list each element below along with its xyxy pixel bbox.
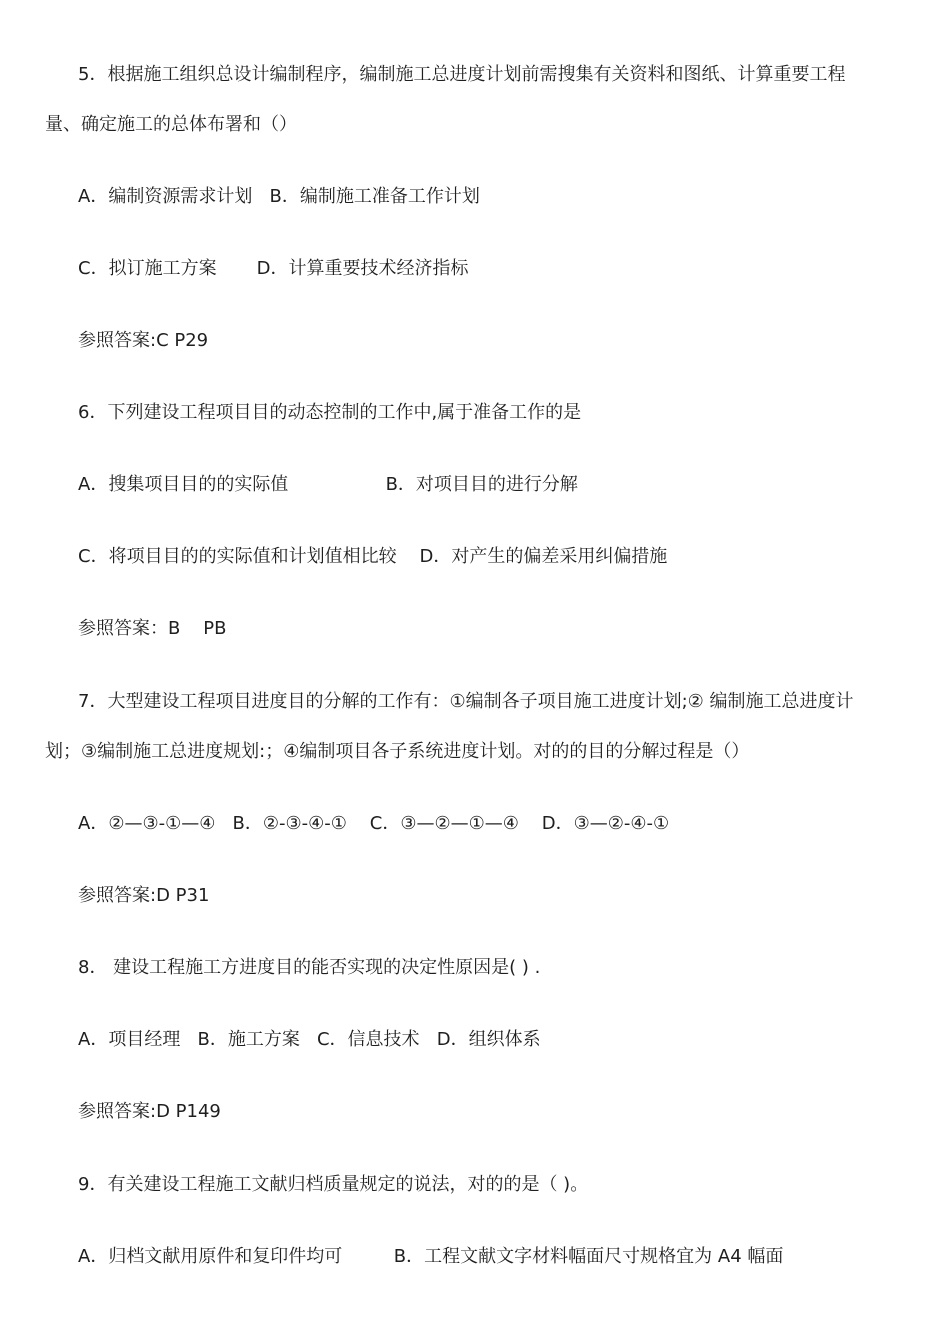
q8-answer: 参照答案:D P149 <box>78 1101 221 1122</box>
q6-answer: 参照答案：B PB <box>78 618 227 639</box>
q6-stem-line-1: 6．下列建设工程项目目的动态控制的工作中,属于准备工作的是 <box>78 402 582 423</box>
q6-options-line-1: A．搜集项目目的的实际值 B．对项目目的进行分解 <box>78 474 578 495</box>
q7-answer: 参照答案:D P31 <box>78 885 210 906</box>
q7-stem-line-2: 划；③编制施工总进度规划:；④编制项目各子系统进度计划。对的的目的分解过程是（） <box>45 741 750 762</box>
q5-stem-line-1: 5．根据施工组织总设计编制程序，编制施工总进度计划前需搜集有关资料和图纸、计算重要工程 <box>78 64 846 85</box>
q9-options-line-1: A．归档文献用原件和复印件均可 B．工程文献文字材料幅面尺寸规格宜为 A4 幅面 <box>78 1246 784 1267</box>
q8-options-line-1: A．项目经理 B．施工方案 C．信息技术 D．组织体系 <box>78 1029 541 1050</box>
q9-stem-line-1: 9．有关建设工程施工文献归档质量规定的说法，对的的是（ )。 <box>78 1174 589 1195</box>
q7-stem-line-1: 7．大型建设工程项目进度目的分解的工作有：①编制各子项目施工进度计划;② 编制施工总进度计 <box>78 691 854 712</box>
q5-stem-line-2: 量、确定施工的总体布署和（） <box>45 114 297 135</box>
q5-options-line-1: A．编制资源需求计划 B．编制施工准备工作计划 <box>78 186 480 207</box>
q7-options-line-1: A．②—③-①—④ B．②-③-④-① C．③—②—①—④ D．③—②-④-① <box>78 813 670 834</box>
q6-options-line-2: C．将项目目的的实际值和计划值相比较 D．对产生的偏差采用纠偏措施 <box>78 546 668 567</box>
q5-answer: 参照答案:C P29 <box>78 330 209 351</box>
q8-stem-line-1: 8． 建设工程施工方进度目的能否实现的决定性原因是( ) . <box>78 957 541 978</box>
q5-options-line-2: C．拟订施工方案 D．计算重要技术经济指标 <box>78 258 469 279</box>
